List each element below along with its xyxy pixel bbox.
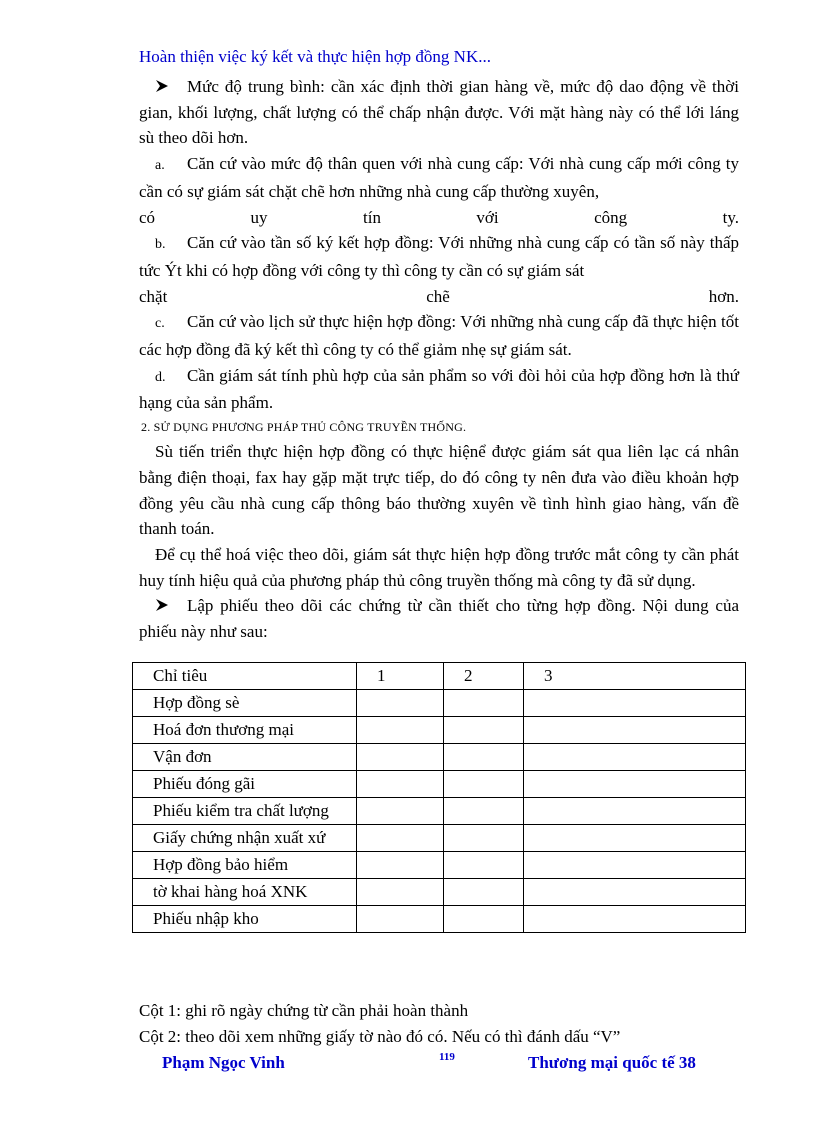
arrow-bullet-icon <box>155 74 187 100</box>
table-header-cell: 2 <box>444 663 524 690</box>
paragraph-2: Để cụ thể hoá việc theo dõi, giám sát thực hiện hợp đồng trước mắt công ty cần phát huy tính hiệu quả của phương pháp thủ công truyền thống mà công ty đã sử dụng. <box>139 544 739 590</box>
table-cell <box>444 906 524 933</box>
arrow-bullet-icon <box>155 593 187 619</box>
table-header-cell: 3 <box>524 663 746 690</box>
table-cell <box>357 744 444 771</box>
table-cell <box>524 852 746 879</box>
table-header-cell: 1 <box>357 663 444 690</box>
table-cell <box>444 690 524 717</box>
footer-author: Phạm Ngọc Vinh <box>162 1053 285 1072</box>
table-cell <box>524 798 746 825</box>
table-cell <box>444 717 524 744</box>
table-row-label: Hợp đồng sè <box>133 690 357 717</box>
table-header-cell: Chỉ tiêu <box>133 663 357 690</box>
running-header: Hoàn thiện việc ký kết và thực hiện hợp đồng NK... <box>139 47 491 66</box>
table-row-label: Phiếu đóng gãi <box>133 771 357 798</box>
table-row <box>133 690 746 717</box>
page-number: 119 <box>439 1051 455 1063</box>
document-body <box>139 44 739 645</box>
table-row-label: Phiếu nhập kho <box>133 906 357 933</box>
table-cell <box>524 906 746 933</box>
table-cell <box>524 690 746 717</box>
table-row <box>133 879 746 906</box>
table-row <box>133 717 746 744</box>
table-cell <box>357 852 444 879</box>
table-row <box>133 744 746 771</box>
table-cell <box>444 825 524 852</box>
table-row-label: Hoá đơn thương mại <box>133 717 357 744</box>
table-cell <box>357 717 444 744</box>
item-b: b. Căn cứ vào tần số ký kết hợp đồng: Với những nhà cung cấp có tần số này thấp tức Ýt khi có hợp đồng với công ty thì công ty cần có sự giám sát <box>139 233 739 280</box>
table-cell <box>357 798 444 825</box>
note-column-2: Cột 2: theo dõi xem những giấy tờ nào đó có. Nếu có thì đánh dấu “V” <box>139 1026 621 1046</box>
table-row <box>133 825 746 852</box>
bullet-paragraph-2: Lập phiếu theo dõi các chứng từ cần thiết cho từng hợp đồng. Nội dung của phiếu này như sau: <box>139 593 739 644</box>
table-cell <box>444 744 524 771</box>
table-row-label: Vận đơn <box>133 744 357 771</box>
table-notes <box>139 998 739 1049</box>
table-cell <box>444 852 524 879</box>
item-d: d. Cần giám sát tính phù hợp của sản phẩm so với đòi hỏi của hợp đồng hơn là thứ hạng của sản phẩm. <box>139 365 739 413</box>
table-row <box>133 852 746 879</box>
table-cell <box>444 771 524 798</box>
table-row <box>133 771 746 798</box>
table-cell <box>357 771 444 798</box>
table-cell <box>357 879 444 906</box>
table-row-label: Phiếu kiểm tra chất lượng <box>133 798 357 825</box>
table-cell <box>524 717 746 744</box>
footer-course: Thương mại quốc tế 38 <box>528 1053 696 1072</box>
table-row-label: Hợp đồng bảo hiểm <box>133 852 357 879</box>
item-a-continued: có uy tín với công ty. <box>139 207 739 227</box>
paragraph-1: Sù tiến triển thực hiện hợp đồng có thực hiệnể được giám sát qua liên lạc cá nhân bằng điện thoại, fax hay gặp mặt trực tiếp, do đó công ty nên đưa vào điều khoản hợp đồng yêu cầu nhà cung cấp thông báo thường xuyên về tình hình giao hàng, vấn đề thanh toán. <box>139 442 739 539</box>
table-cell <box>524 879 746 906</box>
table-row <box>133 798 746 825</box>
item-b-continued: chặt chẽ hơn. <box>139 286 739 306</box>
item-c: c. Căn cứ vào lịch sử thực hiện hợp đồng: Với những nhà cung cấp đã thực hiện tốt các hợp đồng đã ký kết thì công ty có thể giảm nhẹ sự giám sát. <box>139 312 739 360</box>
table-cell <box>357 825 444 852</box>
table-row-label: Giấy chứng nhận xuất xứ <box>133 825 357 852</box>
section-heading: 2. SỬ DỤNG PHƯƠNG PHÁP THỦ CÔNG TRUYỀN THỐNG. <box>141 420 467 435</box>
document-tracking-table <box>132 662 746 933</box>
item-a: a. Căn cứ vào mức độ thân quen với nhà cung cấp: Với nhà cung cấp mới công ty cần có sự giám sát chặt chẽ hơn những nhà cung cấp thường xuyên, <box>139 154 739 201</box>
table-row-label: tờ khai hàng hoá XNK <box>133 879 357 906</box>
table-cell <box>524 771 746 798</box>
table-cell <box>444 879 524 906</box>
table-cell <box>357 690 444 717</box>
table-row <box>133 906 746 933</box>
bullet-paragraph-1: Mức độ trung bình: cần xác định thời gian hàng về, mức độ dao động về thời gian, khối lượng, chất lượng có thể chấp nhận được. Với mặt hàng này có thể lới láng sù theo dõi hơn. <box>139 74 739 151</box>
table-cell <box>444 798 524 825</box>
note-column-1: Cột 1: ghi rõ ngày chứng từ cần phải hoàn thành <box>139 1001 469 1020</box>
table-header-row <box>133 663 746 690</box>
table-cell <box>357 906 444 933</box>
table-cell <box>524 825 746 852</box>
table-cell <box>524 744 746 771</box>
